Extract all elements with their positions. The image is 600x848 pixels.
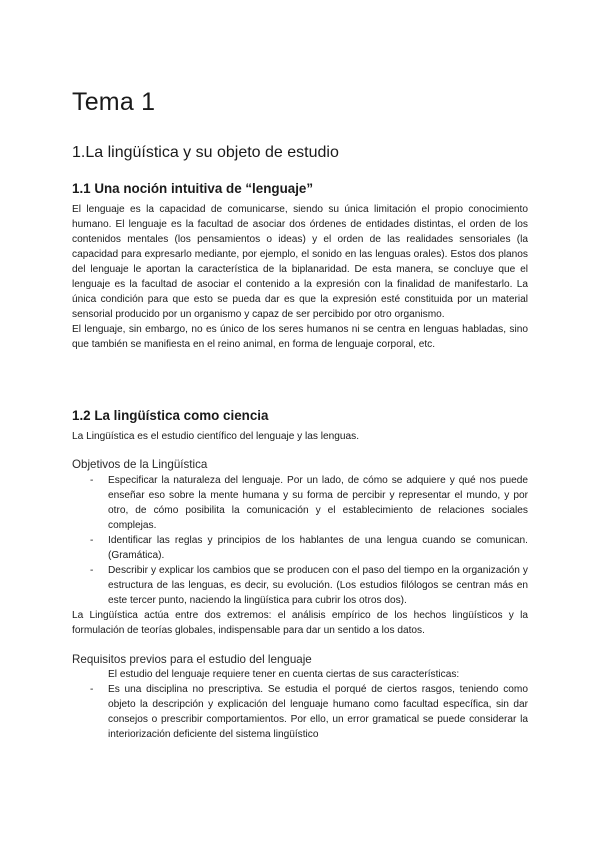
- section-1-1-heading: 1.1 Una noción intuitiva de “lenguaje”: [72, 181, 314, 196]
- chapter-title: 1.La lingüística y su objeto de estudio: [72, 144, 339, 161]
- requirements-list: [72, 682, 528, 742]
- section-1-1: [72, 181, 528, 352]
- section-1-2-heading: 1.2 La lingüística como ciencia: [72, 408, 269, 423]
- objective-item: - Especificar la naturaleza del lenguaje. Por un lado, de cómo se adquiere y qué nos puede enseñar eso sobre la mente humana y su forma de percibir y representar el mundo, y por otro, de cómo posibilita la comunicación y el establecimiento de relaciones sociales complejas.: [72, 473, 528, 533]
- objective-item: - Identificar las reglas y principios de los hablantes de una lengua cuando se comunican. (Gramática).: [72, 533, 528, 563]
- requirement-item: - Es una disciplina no prescriptiva. Se estudia el porqué de ciertos rasgos, teniendo como objeto la descripción y explicación del lenguaje humano como facultad específica, sin dar consejos o prescribir comportamientos. Por ello, un error gramatical se puede considerar la interiorización deficiente del sistema lingüístico: [72, 682, 528, 742]
- section-1-2: [72, 408, 528, 742]
- section-1-1-paragraph-2: El lenguaje, sin embargo, no es único de los seres humanos ni se centra en lenguas habladas, sino que también se manifiesta en el reino animal, en forma de lenguaje corporal, etc.: [72, 324, 528, 350]
- objectives-list: [72, 473, 528, 608]
- objective-item: - Describir y explicar los cambios que se producen con el paso del tiempo en la organización y estructura de las lenguas, es decir, su evolución. (Los estudios filólogos se centran más en este tercer punto, naciendo la lingüística para cubrir los otros dos).: [72, 563, 528, 608]
- document-title: Tema 1: [72, 88, 156, 116]
- section-1-2-intro: La Lingüística es el estudio científico del lenguaje y las lenguas.: [72, 431, 360, 442]
- section-1-1-paragraph-1: El lenguaje es la capacidad de comunicarse, siendo su única limitación el propio conocimiento humano. El lenguaje es la facultad de asociar dos órdenes de entidades distintas, el orden de los contenidos mentales (los pensamientos o ideas) y el orden de las realidades sensoriales (la capacidad para expresarlo mediante, por ejemplo, el sonido en las lenguas orales). Estos dos planos del lenguaje le aportan la característica de la biplanaridad. De esta manera, se concluye que el lenguaje es la facultad de asociar el contenido a la expresión con la finalidad de manifestarlo. La única condición para que esto se pueda dar es que la expresión esté constituida por un material sensorial producido por un organismo y capaz de ser percibido por otro organismo.: [72, 204, 528, 320]
- requirements-intro: El estudio del lenguaje requiere tener en cuenta ciertas de sus características:: [108, 669, 460, 680]
- objectives-heading: Objetivos de la Lingüística: [72, 458, 208, 471]
- requirements-heading: Requisitos previos para el estudio del lenguaje: [72, 653, 312, 666]
- objectives-closing-paragraph: La Lingüística actúa entre dos extremos: el análisis empírico de los hechos lingüísticos y la formulación de teorías globales, indispensable para dar un sentido a los datos.: [72, 610, 528, 636]
